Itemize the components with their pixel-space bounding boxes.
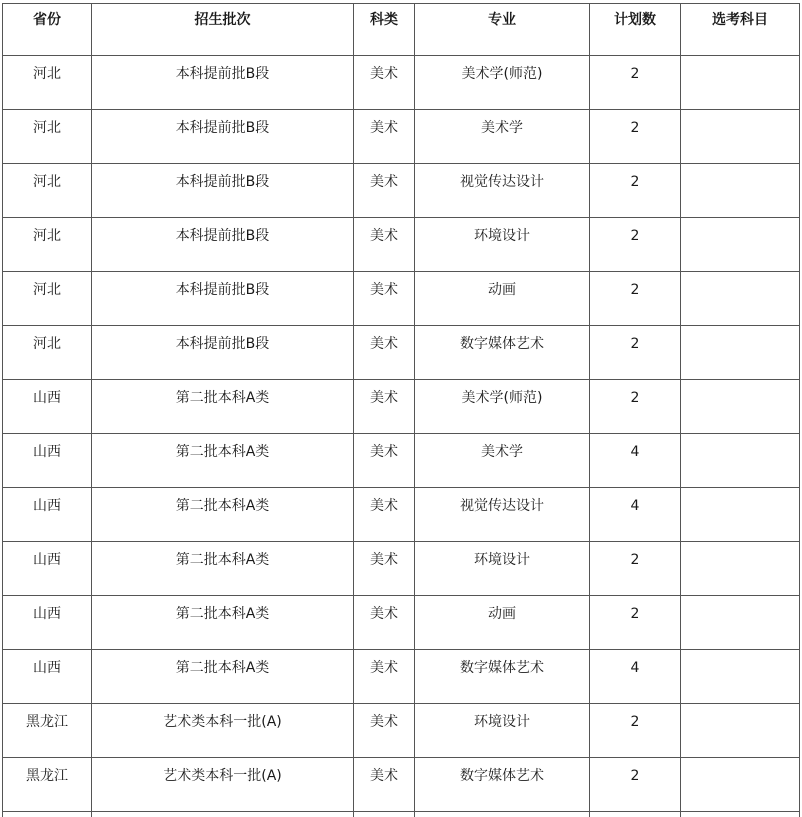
- cell-subject-category: 美术: [354, 110, 415, 164]
- table-row: [3, 812, 800, 817]
- cell-province: 河北: [3, 326, 92, 380]
- cell-major: 美术学: [415, 110, 590, 164]
- header-row: [3, 4, 800, 56]
- cell-province: [3, 812, 92, 817]
- table-row: [3, 56, 800, 110]
- cell-elective-subjects: [681, 434, 800, 488]
- cell-major: 环境设计: [415, 704, 590, 758]
- table-row: [3, 650, 800, 704]
- cell-province: 山西: [3, 542, 92, 596]
- cell-plan-count: 4: [590, 488, 681, 542]
- cell-elective-subjects: [681, 758, 800, 812]
- cell-province: 山西: [3, 488, 92, 542]
- table-row: [3, 758, 800, 812]
- cell-major: 数字媒体艺术: [415, 758, 590, 812]
- table-row: [3, 704, 800, 758]
- header-subject-category: 科类: [354, 4, 415, 56]
- table-header: [3, 4, 800, 56]
- cell-plan-count: 2: [590, 596, 681, 650]
- cell-elective-subjects: [681, 110, 800, 164]
- table-row: [3, 380, 800, 434]
- cell-plan-count: 2: [590, 272, 681, 326]
- cell-subject-category: 美术: [354, 704, 415, 758]
- cell-major: 动画: [415, 272, 590, 326]
- cell-plan-count: 2: [590, 758, 681, 812]
- table-row: [3, 110, 800, 164]
- cell-plan-count: 2: [590, 164, 681, 218]
- cell-subject-category: 美术: [354, 218, 415, 272]
- cell-major: 环境设计: [415, 542, 590, 596]
- header-major: 专业: [415, 4, 590, 56]
- cell-admission-batch: 本科提前批B段: [92, 110, 354, 164]
- cell-admission-batch: 本科提前批B段: [92, 164, 354, 218]
- cell-plan-count: 2: [590, 704, 681, 758]
- cell-elective-subjects: [681, 218, 800, 272]
- header-plan-count: 计划数: [590, 4, 681, 56]
- table-body: [3, 56, 800, 817]
- table-row: [3, 272, 800, 326]
- cell-province: 河北: [3, 164, 92, 218]
- cell-admission-batch: 艺术类本科一批(A): [92, 704, 354, 758]
- cell-major: 美术学: [415, 434, 590, 488]
- cell-admission-batch: 第二批本科A类: [92, 650, 354, 704]
- table-row: [3, 218, 800, 272]
- cell-major: 视觉传达设计: [415, 164, 590, 218]
- cell-plan-count: 2: [590, 380, 681, 434]
- cell-province: 河北: [3, 272, 92, 326]
- cell-province: 山西: [3, 434, 92, 488]
- cell-province: 山西: [3, 596, 92, 650]
- cell-elective-subjects: [681, 704, 800, 758]
- cell-major: 数字媒体艺术: [415, 326, 590, 380]
- cell-province: 山西: [3, 650, 92, 704]
- cell-subject-category: 美术: [354, 488, 415, 542]
- cell-plan-count: 4: [590, 434, 681, 488]
- cell-elective-subjects: [681, 812, 800, 817]
- cell-admission-batch: [92, 812, 354, 817]
- cell-admission-batch: 第二批本科A类: [92, 542, 354, 596]
- cell-province: 河北: [3, 110, 92, 164]
- cell-elective-subjects: [681, 164, 800, 218]
- cell-major: 美术学(师范): [415, 380, 590, 434]
- cell-subject-category: 美术: [354, 272, 415, 326]
- cell-subject-category: 美术: [354, 326, 415, 380]
- cell-plan-count: 2: [590, 218, 681, 272]
- cell-plan-count: 2: [590, 326, 681, 380]
- table-row: [3, 326, 800, 380]
- enrollment-plan-table: [2, 3, 800, 817]
- cell-plan-count: 2: [590, 542, 681, 596]
- cell-admission-batch: 第二批本科A类: [92, 434, 354, 488]
- table-row: [3, 488, 800, 542]
- cell-admission-batch: 本科提前批B段: [92, 272, 354, 326]
- cell-province: 黑龙江: [3, 704, 92, 758]
- header-admission-batch: 招生批次: [92, 4, 354, 56]
- cell-subject-category: 美术: [354, 542, 415, 596]
- cell-elective-subjects: [681, 650, 800, 704]
- cell-elective-subjects: [681, 56, 800, 110]
- cell-elective-subjects: [681, 542, 800, 596]
- cell-major: 美术学(师范): [415, 56, 590, 110]
- cell-subject-category: 美术: [354, 596, 415, 650]
- cell-province: 河北: [3, 218, 92, 272]
- cell-plan-count: 4: [590, 650, 681, 704]
- cell-plan-count: [590, 812, 681, 817]
- header-elective-subjects: 选考科目: [681, 4, 800, 56]
- cell-subject-category: 美术: [354, 380, 415, 434]
- cell-elective-subjects: [681, 596, 800, 650]
- cell-province: 黑龙江: [3, 758, 92, 812]
- cell-admission-batch: 第二批本科A类: [92, 596, 354, 650]
- cell-elective-subjects: [681, 272, 800, 326]
- cell-admission-batch: 第二批本科A类: [92, 488, 354, 542]
- cell-major: 视觉传达设计: [415, 488, 590, 542]
- cell-major: 数字媒体艺术: [415, 650, 590, 704]
- cell-subject-category: 美术: [354, 56, 415, 110]
- cell-subject-category: 美术: [354, 650, 415, 704]
- cell-admission-batch: 第二批本科A类: [92, 380, 354, 434]
- table-row: [3, 542, 800, 596]
- cell-elective-subjects: [681, 326, 800, 380]
- cell-subject-category: 美术: [354, 434, 415, 488]
- cell-admission-batch: 本科提前批B段: [92, 218, 354, 272]
- cell-admission-batch: 本科提前批B段: [92, 326, 354, 380]
- cell-admission-batch: 艺术类本科一批(A): [92, 758, 354, 812]
- cell-subject-category: 美术: [354, 164, 415, 218]
- cell-plan-count: 2: [590, 56, 681, 110]
- table-row: [3, 596, 800, 650]
- cell-elective-subjects: [681, 380, 800, 434]
- cell-major: 环境设计: [415, 218, 590, 272]
- cell-plan-count: 2: [590, 110, 681, 164]
- cell-major: [415, 812, 590, 817]
- cell-elective-subjects: [681, 488, 800, 542]
- cell-subject-category: [354, 812, 415, 817]
- table-row: [3, 434, 800, 488]
- cell-province: 山西: [3, 380, 92, 434]
- cell-admission-batch: 本科提前批B段: [92, 56, 354, 110]
- cell-major: 动画: [415, 596, 590, 650]
- header-province: 省份: [3, 4, 92, 56]
- cell-subject-category: 美术: [354, 758, 415, 812]
- table-row: [3, 164, 800, 218]
- cell-province: 河北: [3, 56, 92, 110]
